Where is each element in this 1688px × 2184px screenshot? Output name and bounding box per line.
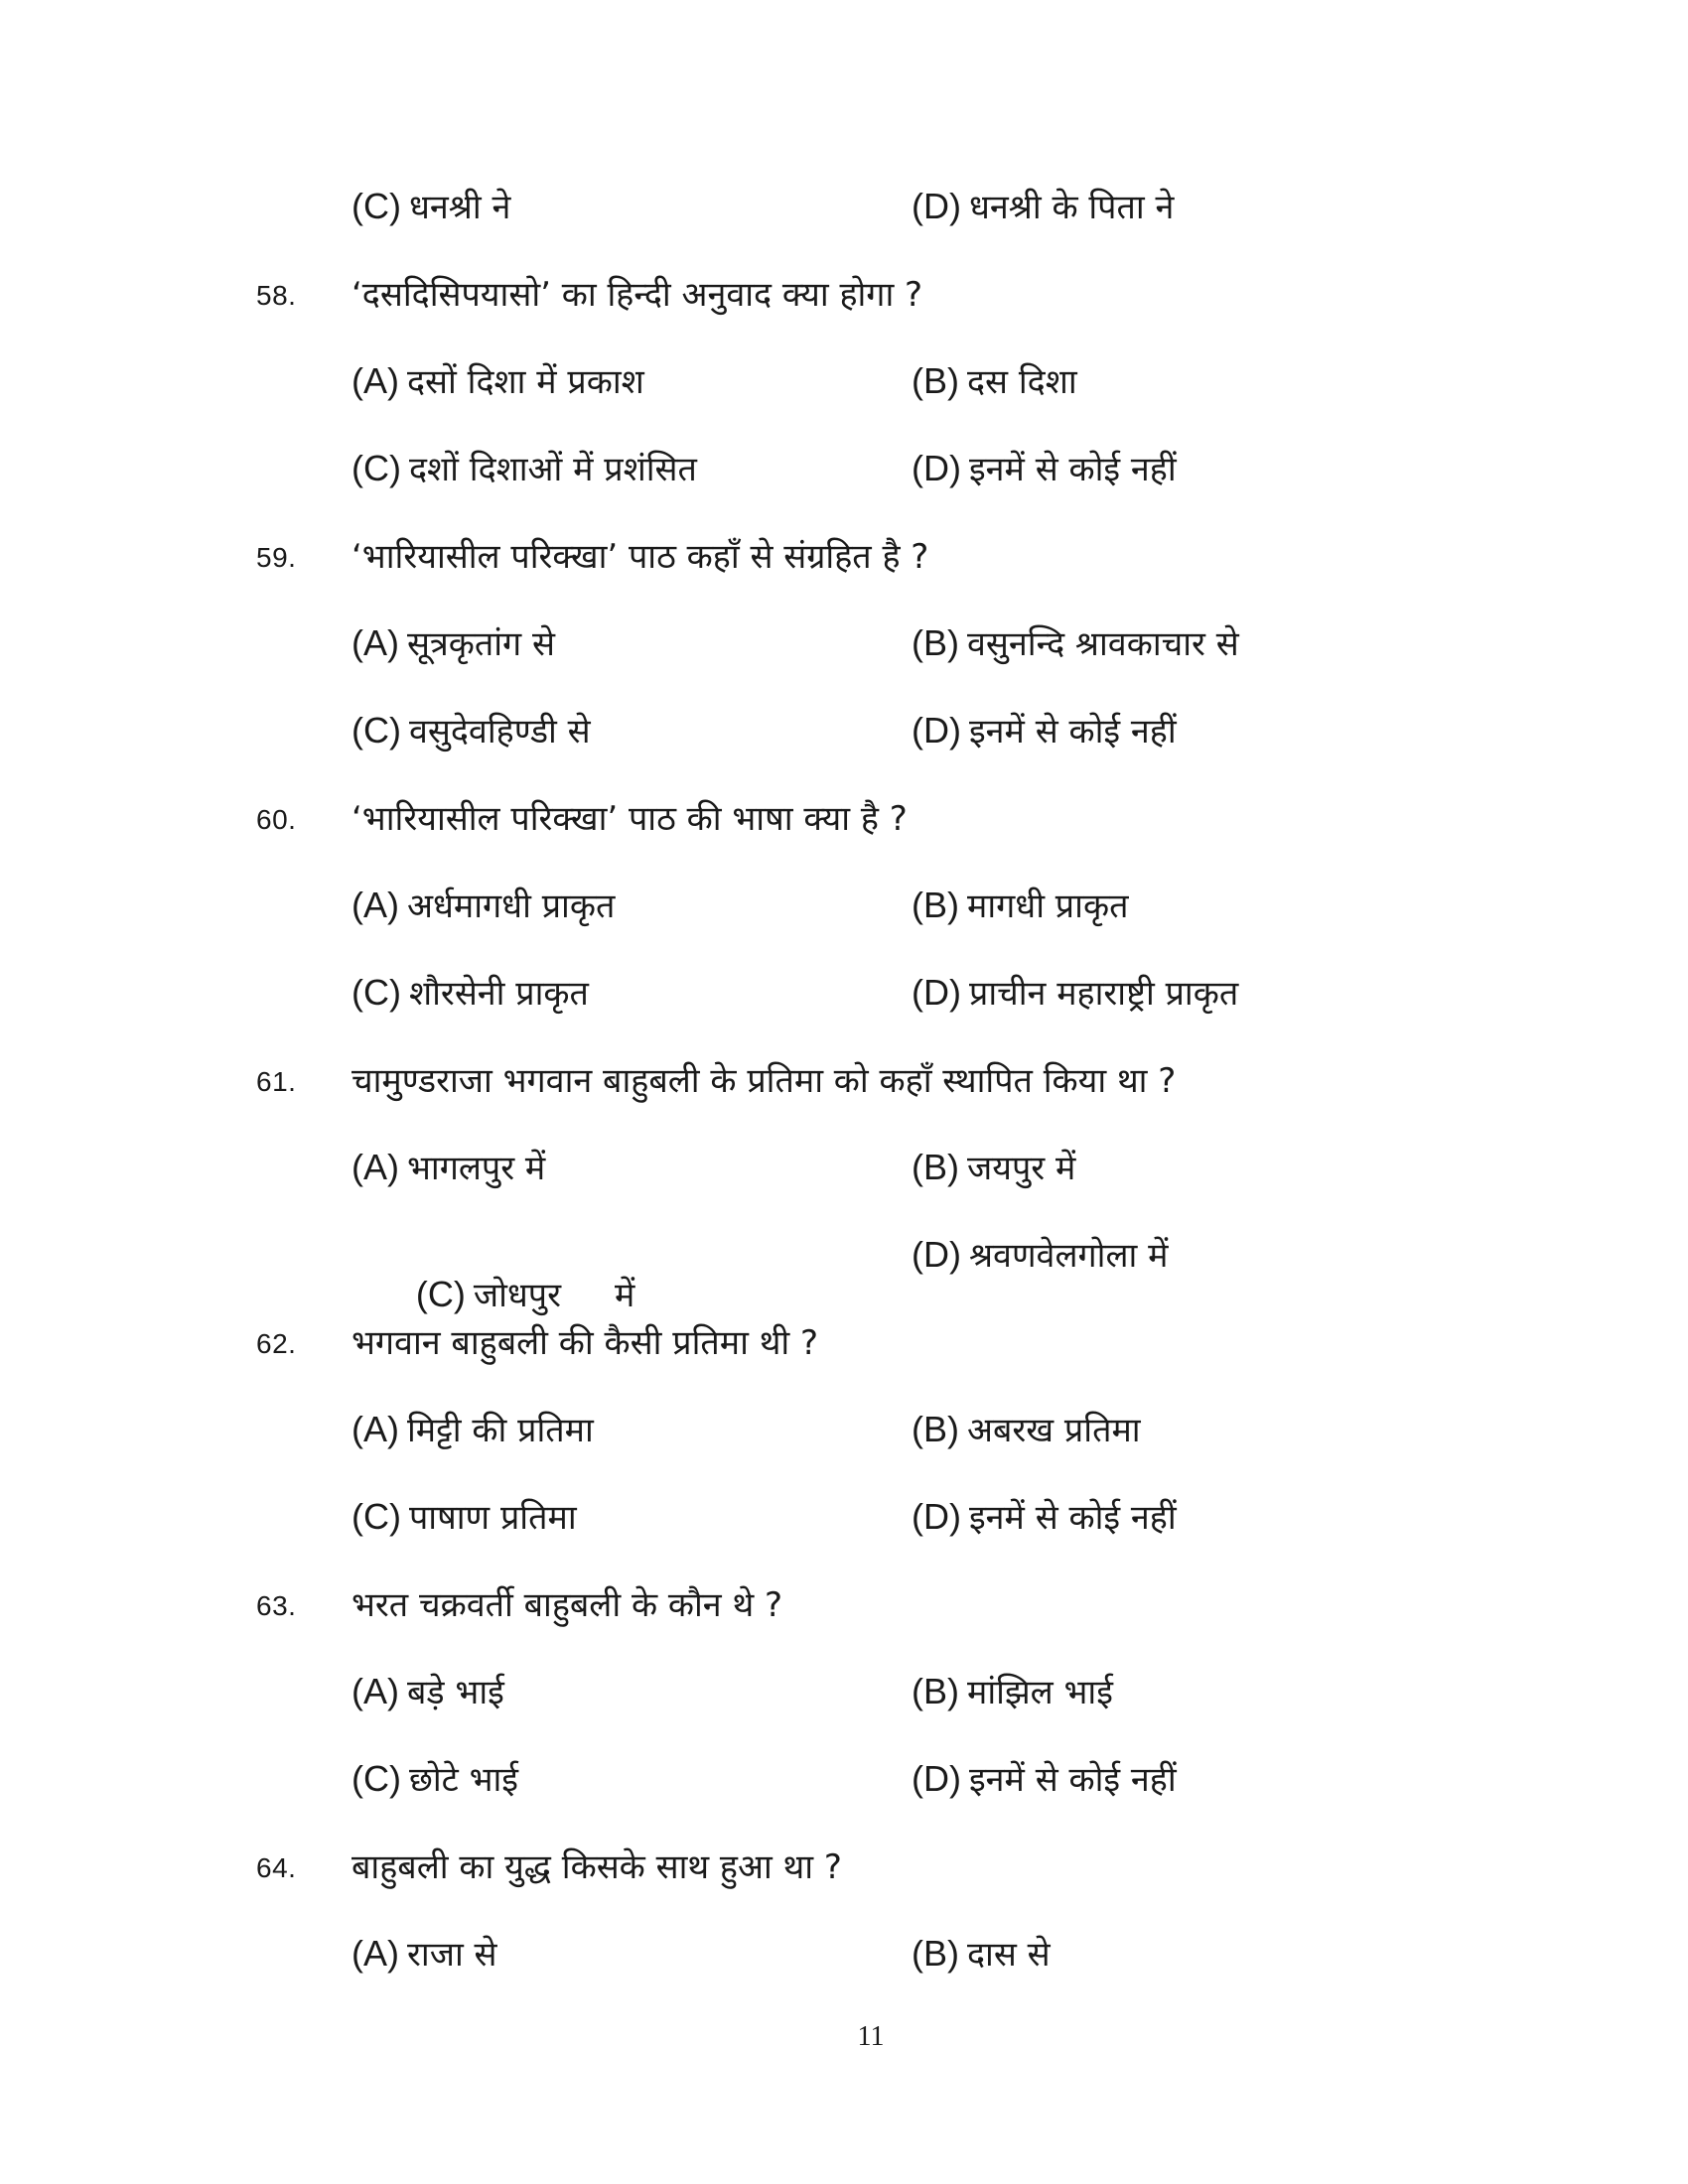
- option-text: वसुनन्दि श्रावकाचार से: [967, 624, 1239, 664]
- option-b: [912, 1930, 1051, 1976]
- option-text: अर्धमागधी प्राकृत: [407, 887, 616, 926]
- option-label: (B): [912, 360, 959, 401]
- question-62: [0, 1314, 1688, 1374]
- option-text: धनश्री ने: [408, 188, 511, 227]
- options-row: [0, 353, 1688, 413]
- option-label: (C): [352, 186, 401, 226]
- option-c: [352, 1493, 577, 1539]
- question-text: ‘भारियासील परिक्खा’ पाठ कहाँ से संग्रहित है ?: [352, 537, 929, 577]
- option-label: (B): [912, 622, 959, 663]
- option-text: इनमें से कोई नहीं: [968, 1760, 1177, 1800]
- option-label: (A): [352, 622, 399, 663]
- option-text: इनमें से कोई नहीं: [968, 1498, 1177, 1538]
- option-text: शौरसेनी प्राकृत: [408, 974, 589, 1014]
- options-row: [0, 179, 1688, 238]
- question-64: [0, 1839, 1688, 1898]
- options-row: [0, 1751, 1688, 1811]
- option-d: [912, 183, 1174, 228]
- option-text: दशों दिशाओं में प्रशंसित: [408, 450, 697, 489]
- question-text: ‘भारियासील परिक्खा’ पाठ की भाषा क्या है ?: [352, 799, 908, 839]
- question-text: बाहुबली का युद्ध किसके साथ हुआ था ?: [352, 1847, 842, 1887]
- question-text: भगवान बाहुबली की कैसी प्रतिमा थी ?: [352, 1323, 819, 1363]
- option-text: दास से: [967, 1935, 1051, 1975]
- option-label: (B): [912, 885, 959, 925]
- option-text: धनश्री के पिता ने: [968, 188, 1175, 227]
- options-row: [0, 441, 1688, 500]
- option-c: [352, 969, 589, 1015]
- option-label: (D): [912, 710, 961, 751]
- option-label: (C): [352, 972, 401, 1013]
- option-label: (A): [352, 1147, 399, 1187]
- option-label: (A): [352, 885, 399, 925]
- option-d: [912, 969, 1238, 1015]
- option-label: (D): [912, 186, 961, 226]
- question-59: [0, 528, 1688, 588]
- option-label: (C): [352, 1496, 401, 1537]
- option-text: वसुदेवहिण्डी से: [408, 712, 591, 751]
- options-row: [0, 878, 1688, 937]
- option-text: छोटे भाई: [408, 1760, 518, 1800]
- option-label: (C): [352, 710, 401, 751]
- options-row: [0, 615, 1688, 675]
- option-text: मिट्टी की प्रतिमा: [407, 1411, 594, 1450]
- option-a: [352, 1406, 594, 1451]
- option-text: इनमें से कोई नहीं: [968, 450, 1177, 489]
- option-text: मांझिल भाई: [967, 1673, 1113, 1712]
- options-row: [0, 1140, 1688, 1199]
- question-text: चामुण्डराजा भगवान बाहुबली के प्रतिमा को कहाँ स्थापित किया था ?: [352, 1061, 1177, 1101]
- option-label: (C): [352, 448, 401, 488]
- option-label: (D): [912, 1234, 961, 1275]
- option-text: राजा से: [407, 1935, 497, 1975]
- option-a: [352, 619, 555, 665]
- option-text: अबरख प्रतिमा: [967, 1411, 1141, 1450]
- option-label: (D): [912, 972, 961, 1013]
- option-text: जयपुर में: [967, 1149, 1076, 1188]
- option-a: [352, 882, 615, 927]
- question-text: ‘दसदिसिपयासो’ का हिन्दी अनुवाद क्या होगा ?: [352, 275, 923, 315]
- page-number: 11: [857, 2021, 885, 2052]
- question-number: 59.: [256, 542, 297, 573]
- question-61: [0, 1052, 1688, 1112]
- option-label: (B): [912, 1671, 959, 1711]
- option-b: [912, 1668, 1113, 1713]
- option-d: [912, 445, 1177, 490]
- question-number: 58.: [256, 280, 297, 311]
- options-row: [0, 1926, 1688, 1985]
- option-label: (C): [415, 1274, 466, 1314]
- question-63: [0, 1576, 1688, 1636]
- option-b: [912, 357, 1077, 403]
- option-b: [912, 1144, 1075, 1189]
- option-label: (D): [912, 1758, 961, 1799]
- option-label: (A): [352, 1409, 399, 1449]
- option-text: मागधी प्राकृत: [967, 887, 1129, 926]
- options-row: [0, 1664, 1688, 1723]
- question-text: भरत चक्रवर्ती बाहुबली के कौन थे ?: [352, 1585, 783, 1625]
- option-text: श्रवणवेलगोला में: [968, 1236, 1169, 1276]
- question-number: 63.: [256, 1590, 297, 1621]
- question-58: [0, 266, 1688, 326]
- option-label: (D): [912, 448, 961, 488]
- question-60: [0, 790, 1688, 850]
- option-text: प्राचीन महाराष्ट्री प्राकृत: [968, 974, 1239, 1014]
- options-row: [0, 965, 1688, 1024]
- question-number: 61.: [256, 1066, 297, 1097]
- options-row: [0, 1227, 1688, 1315]
- options-row: [0, 703, 1688, 762]
- option-d: [912, 1493, 1177, 1539]
- option-text: दसों दिशा में प्रकाश: [407, 362, 644, 402]
- option-label: (A): [352, 1671, 399, 1711]
- option-b: [912, 1406, 1141, 1451]
- option-text: बड़े भाई: [407, 1673, 504, 1712]
- option-d: [912, 1231, 1168, 1277]
- option-a: [352, 357, 644, 403]
- option-label: (D): [912, 1496, 961, 1537]
- option-text: पाषाण प्रतिमा: [408, 1498, 577, 1538]
- option-a: [352, 1668, 504, 1713]
- option-label: (C): [352, 1758, 401, 1799]
- option-text: जोधपुर में: [473, 1276, 635, 1315]
- option-label: (B): [912, 1409, 959, 1449]
- option-text: भागलपुर में: [407, 1149, 546, 1188]
- option-c: [352, 1755, 518, 1801]
- option-label: (B): [912, 1147, 959, 1187]
- question-number: 64.: [256, 1852, 297, 1883]
- option-c: [352, 707, 591, 752]
- options-row: [0, 1489, 1688, 1549]
- question-number: 62.: [256, 1328, 297, 1359]
- option-text: इनमें से कोई नहीं: [968, 712, 1177, 751]
- option-a: [352, 1930, 497, 1976]
- option-label: (B): [912, 1933, 959, 1974]
- option-c: [352, 183, 510, 228]
- question-number: 60.: [256, 804, 297, 835]
- option-b: [912, 882, 1128, 927]
- option-d: [912, 707, 1177, 752]
- option-text: दस दिशा: [967, 362, 1077, 402]
- option-text: सूत्रकृतांग से: [407, 624, 555, 664]
- option-d: [912, 1755, 1177, 1801]
- option-c: [352, 445, 697, 490]
- option-label: (A): [352, 360, 399, 401]
- option-a: [352, 1144, 545, 1189]
- option-label: (A): [352, 1933, 399, 1974]
- option-b: [912, 619, 1239, 665]
- options-row: [0, 1402, 1688, 1461]
